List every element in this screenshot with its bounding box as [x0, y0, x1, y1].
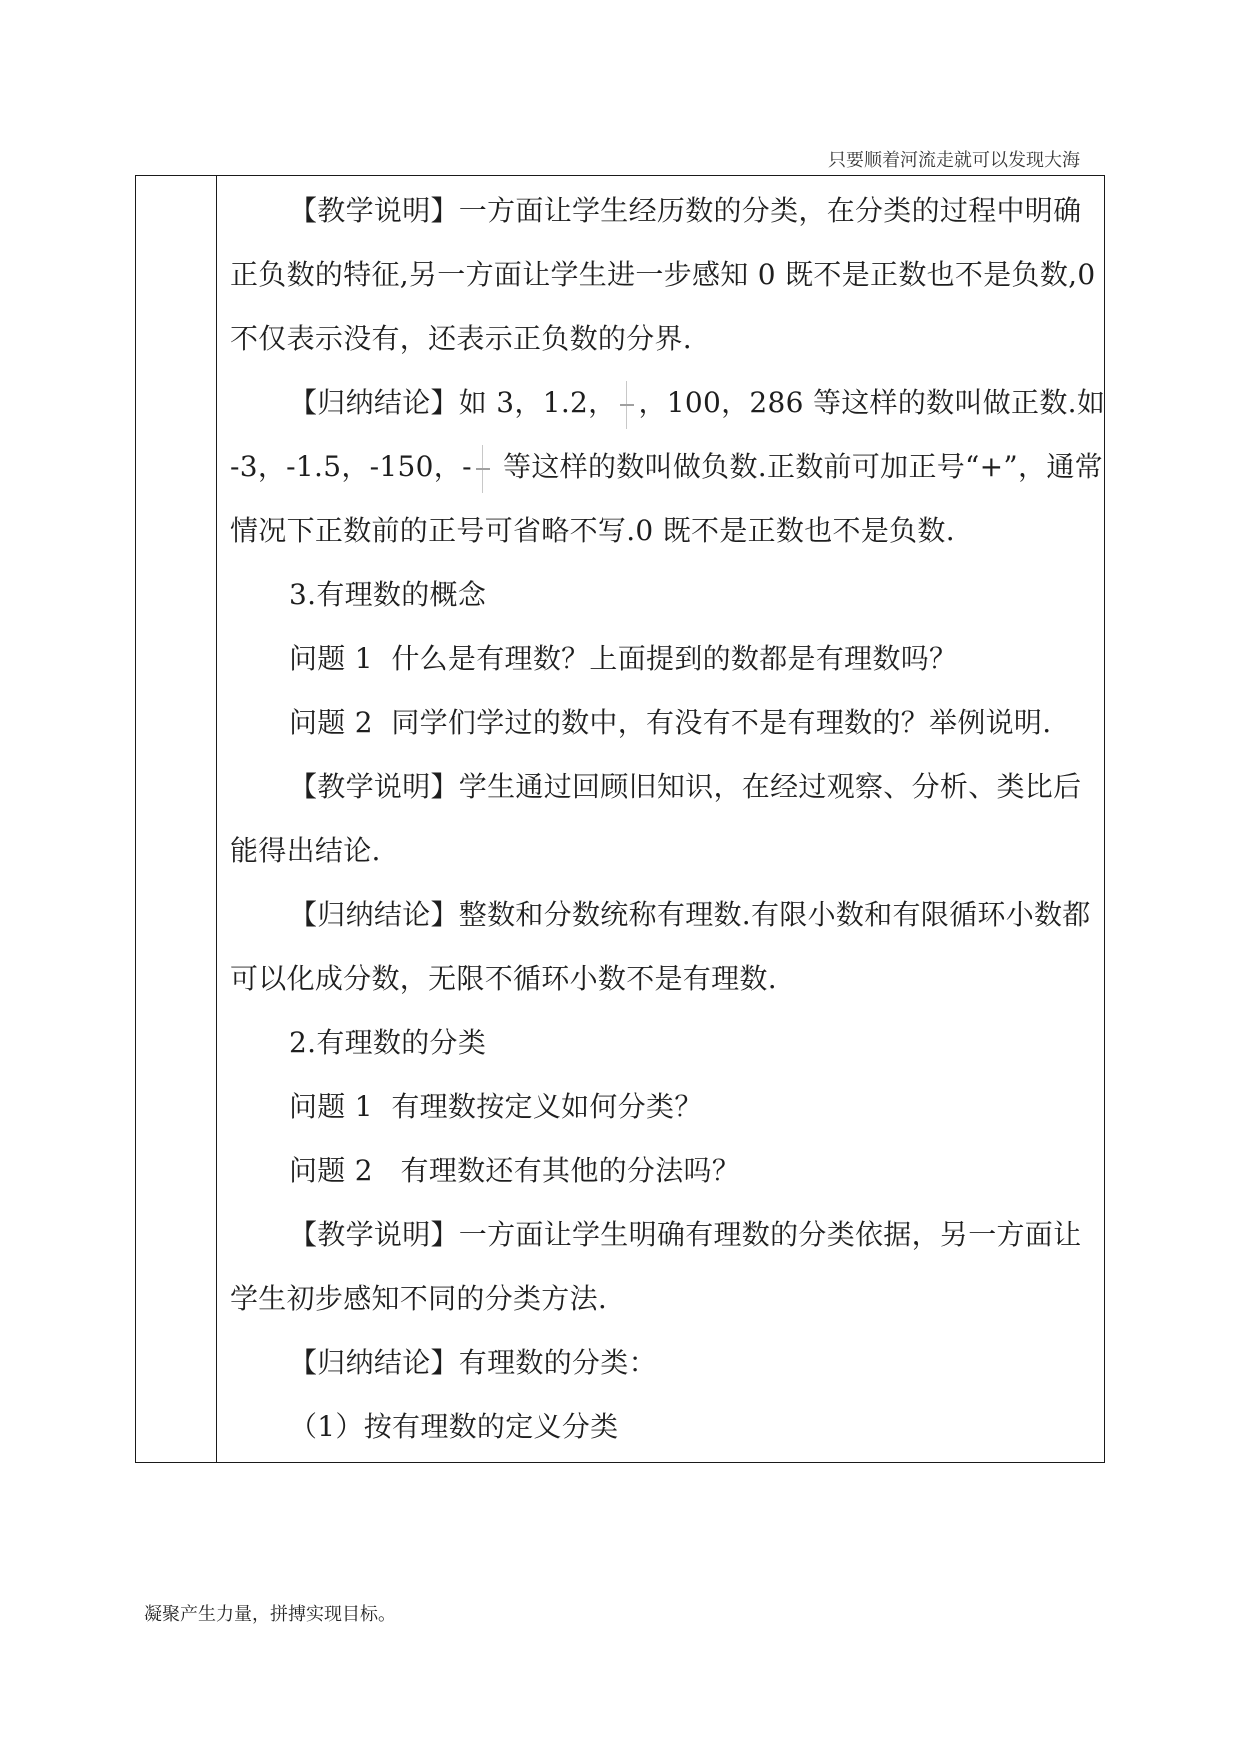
- fraction-symbol: [618, 381, 636, 429]
- text-line: 不仅表示没有，还表示正负数的分界.: [230, 322, 693, 355]
- lesson-table: [135, 175, 1105, 1463]
- fraction-symbol: [474, 445, 492, 493]
- text-line: 【归纳结论】有理数的分类：: [289, 1346, 657, 1379]
- question-line: 问题 1 有理数按定义如何分类？: [289, 1090, 703, 1123]
- text-line: 正负数的特征,另一方面让学生进一步感知 0 既不是正数也不是负数,0: [230, 258, 1096, 291]
- table-content-column: [217, 176, 1104, 1462]
- text-line: 【教学说明】一方面让学生明确有理数的分类依据，另一方面让: [289, 1218, 1082, 1251]
- text-line: [230, 435, 1104, 499]
- table-left-column: [136, 176, 217, 1462]
- text-line: 可以化成分数，无限不循环小数不是有理数.: [230, 962, 777, 995]
- text-line: 能得出结论.: [230, 834, 381, 867]
- text-line: 【教学说明】学生通过回顾旧知识，在经过观察、分析、类比后: [289, 770, 1082, 803]
- text-line: 学生初步感知不同的分类方法.: [230, 1282, 608, 1315]
- text-line: 情况下正数前的正号可省略不写.0 既不是正数也不是负数.: [230, 514, 955, 547]
- question-line: 问题 2 同学们学过的数中，有没有不是有理数的？举例说明.: [289, 706, 1052, 739]
- section-heading: 3.有理数的概念: [289, 578, 487, 611]
- text-segment: -3，-1.5，-150，-: [230, 450, 472, 483]
- text-segment: 【归纳结论】如 3，1.2，: [289, 386, 617, 419]
- text-line: 【教学说明】一方面让学生经历数的分类，在分类的过程中明确: [289, 194, 1082, 227]
- question-line: 问题 1 什么是有理数？上面提到的数都是有理数吗？: [289, 642, 958, 675]
- section-heading: 2.有理数的分类: [289, 1026, 487, 1059]
- text-segment: ，100，286 等这样的数叫做正数.如: [638, 386, 1106, 419]
- text-line: （1）按有理数的定义分类: [289, 1410, 619, 1443]
- page-footer-slogan: 凝聚产生力量，拼搏实现目标。: [144, 1604, 396, 1625]
- question-line: 问题 2 有理数还有其他的分法吗？: [289, 1154, 741, 1187]
- text-segment: 等这样的数叫做负数.正数前可加正号“+”，通常: [493, 450, 1103, 483]
- text-line: [230, 371, 1104, 435]
- page-header-motto: 只要顺着河流走就可以发现大海: [828, 150, 1080, 171]
- text-line: 【归纳结论】整数和分数统称有理数.有限小数和有限循环小数都: [289, 898, 1091, 931]
